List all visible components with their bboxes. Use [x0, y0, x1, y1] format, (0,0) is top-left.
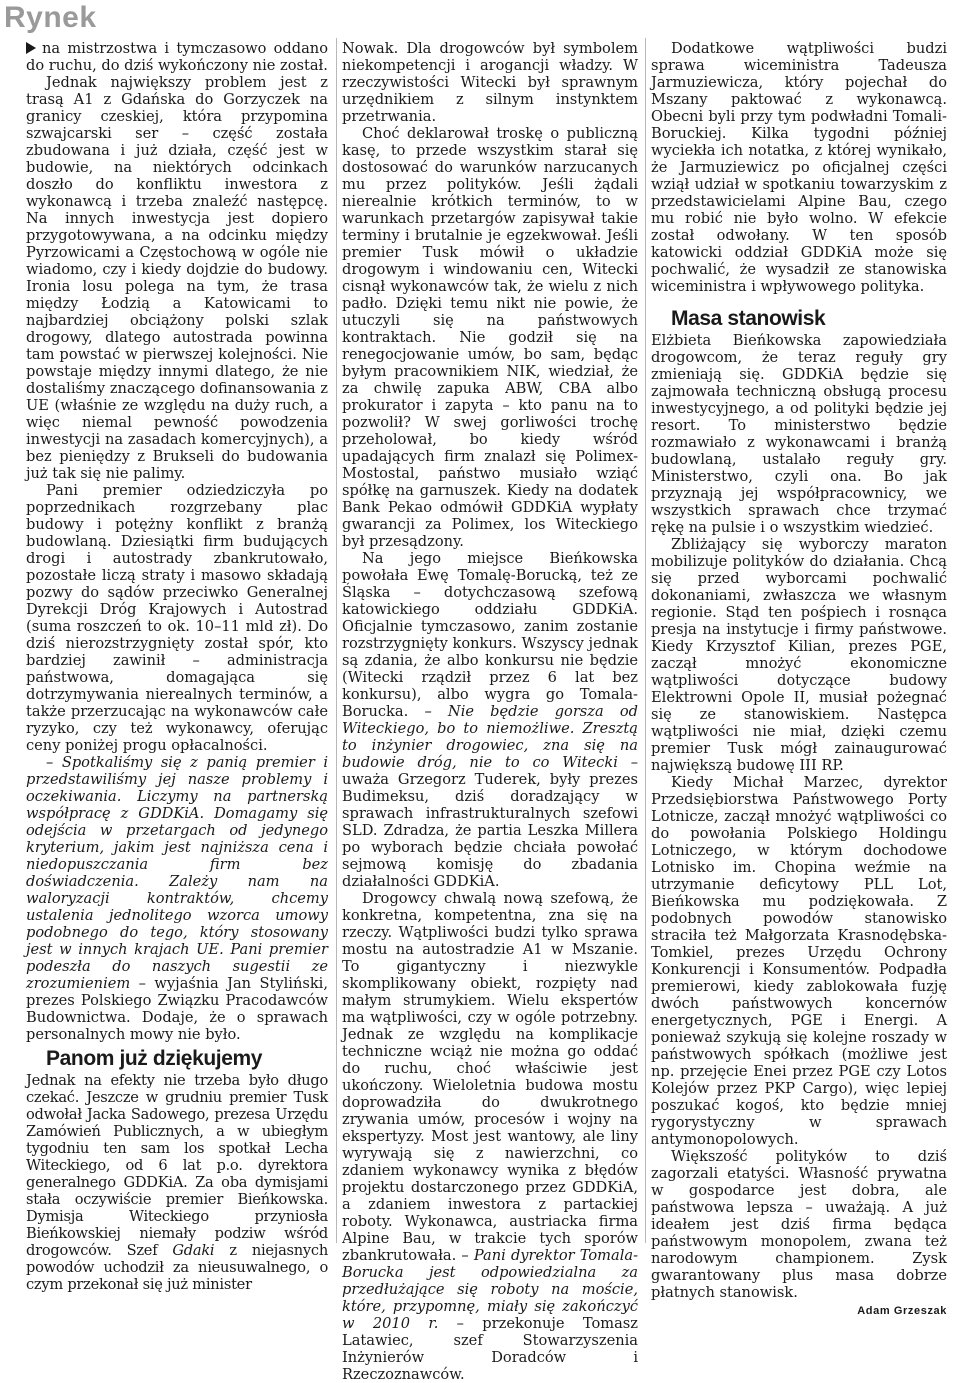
paragraph — [26, 1072, 328, 1293]
column-2 — [342, 40, 638, 1383]
section-label: Rynek — [4, 1, 97, 34]
paragraph: Elżbieta Bieńkowska zapowiedziała drogowcom, że teraz reguły gry zmieniają się. GDDKiA będzie się zajmowała techniczną obsługą procesu inwestycyjnego, a od polityki będzie jej resort. To ministerstwo będzie rozmawiało z wykonawcami i branżą budowlaną, ustalało reguły gry. Ministerstwo, czyli ona. Bo jak przyznają jej współpracownicy, we wszystkich sprawach chce trzymać rękę na pulsie i o wszystkim wiedzieć. — [651, 332, 947, 536]
column-1 — [26, 40, 328, 1293]
quote-text: – Pani dyrektor Tomala-Borucka jest odpowiedzialna za przedłużające się roboty na moście, które, przypomnę, miały się zakończyć w 2010 r. — [342, 1247, 638, 1332]
paragraph: Nowak. Dla drogowców był symbolem niekompetencji i arogancji władzy. W rzeczywistości Witecki był sprawnym urzędnikiem z silnym instynktem przetrwania. — [342, 40, 638, 125]
paragraph: Kiedy Michał Marzec, dyrektor Przedsiębiorstwa Państwowego Porty Lotnicze, zaczął mnożyć wątpliwości co do powołania Polskiego Holdingu Lotniczego, w którym dochodowe Lotnisko im. Chopina weźmie na utrzymanie deficytowy PLL Lot, Bieńkowska mu podziękowała. Z podobnych powodów stanowisko straciła też Małgorzata Krasnodębska-Tomkiel, prezes Urzędu Ochrony Konkurencji i Konsumentów. Podpadła premierowi, kiedy zablokowała fuzję dwóch państwowych koncernów energetycznych, PGE i Energi. A ponieważ szykują się kolejne roszady w państwowych spółkach (możliwe jest np. przejęcie Enei przez PGE czy Lotos Kolejów przez PKP Cargo), więc lepiej poszukać kogoś, kto będzie mniej rygorystyczny w sprawach antymonopolowych. — [651, 774, 947, 1148]
author-byline: Adam Grzeszak — [857, 1305, 947, 1317]
quote-text: – Nie będzie gorsza od Witeckiego, bo to niemożliwe. Zresztą to inżynier drogowiec, zna się na budowie dróg, nie to co Witecki — [342, 703, 638, 771]
quote-attribution: – przekonuje Tomasz Latawiec, szef Stowarzyszenia Inżynierów Doradców i Rzeczoznawców. — [342, 1315, 638, 1383]
paragraph-text: na mistrzostwa i tymczasowo oddano do ruchu, do dziś wykończony nie został. — [26, 40, 328, 74]
paragraph: Dodatkowe wątpliwości budzi sprawa wiceministra Tadeusza Jarmuziewicza, który pojechał do Mszany paktować z wykonawcą. Obecni byli przy tym podwładni Tomali-Boruckiej. Kilka tygodni później wyciekła ich notatka, z której wynikało, że Jarmuziewicz po oficjalnej części wziął udział w spotkaniu towarzyskim z przedstawicielami Alpine Bau, czego mu robić nie było wolno. W efekcie został odwołany. W ten sposób katowicki oddział GDDKiA może się pochwalić, że wysadził ze stanowiska wiceministra i wpływowego polityka. — [651, 40, 947, 295]
quote-text: – Spotkaliśmy się z panią premier i przedstawiliśmy jej nasze problemy i oczekiwania. Liczymy na partnerską współpracę z GDDKiA. Domagamy się odejścia w przetargach od jedynego kryterium, jakim jest najniższa cena i niedopuszczania firm bez doświadczenia. Zależy nam na waloryzacji kontraktów, chcemy ustalenia jednolitego wzorca umowy podobnego do tego, który stosowany jest w innych krajach UE. Pani premier podeszła do naszych sugestii ze zrozumieniem — [26, 754, 328, 992]
paragraph: Pani premier odziedziczyła po poprzednikach rozgrzebany plac budowy i potężny konflikt z branżą budowlaną. Dziesiątki firm budujących drogi i autostrady zbankrutowało, pozostałe liczą straty i masowo składają pozwy do sądów przeciwko Generalnej Dyrekcji Dróg Krajowych i Autostrad (suma roszczeń to ok. 10–11 mld zł). Do dziś nierozstrzygnięty został spór, kto bardziej zawinił – administracja państwowa, domagająca się dotrzymywania nierealnych terminów, a także przerzucając na wykonawców całe ryzyko, czy też wykonawcy, oferując ceny poniżej progu opłacalności. — [26, 482, 328, 754]
paragraph-text: Jednak na efekty nie trzeba było długo czekać. Jeszcze w grudniu premier Tusk odwołał Jacka Sadowego, prezesa Urzędu Zamówień Publicznych, a w ubiegłym tygodniu ten sam los spotkał Lecha Witeckiego, od 6 lat p.o. dyrektora generalnego GDDKiA. Za oba dymisjami stała oczywiście premier Bieńkowska. Dymisja Witeckiego przyniosła Bieńkowskiej niemały podziw wśród drogowców. Szef — [26, 1072, 328, 1259]
quote-attribution: – uważa Grzegorz Tuderek, były prezes Budimeksu, dziś doradzający w sprawach infrastrukturalnych szefowi SLD. Zdradza, że partia Leszka Millera po wyborach będzie chciała powołać sejmową komisję do zbadania działalności GDDKiA. — [342, 754, 638, 890]
paragraph: Zbliżający się wyborczy maraton mobilizuje polityków do działania. Chcą się przed wyborcami pochwalić dokonaniami, zwłaszcza we własnym regionie. Stąd ten pośpiech i rosnąca presja na instytucje i firmy państwowe. Kiedy Krzysztof Kilian, prezes PGE, zaczął mnożyć ekonomiczne wątpliwości dotyczące budowy Elektrowni Opole II, musiał pożegnać się ze stanowiskiem. Następca wątpliwości nie miał, dzięki czemu premier Tusk mógł zainaugurować największą budowę III RP. — [651, 536, 947, 774]
subheading: Masa stanowisk — [671, 307, 826, 330]
continuation-arrow-icon — [26, 42, 36, 54]
subheading: Panom już dziękujemy — [46, 1047, 263, 1070]
paragraph: Jednak największy problem jest z trasą A1 z Gdańska do Gorzyczek na granicy czeskiej, która przypomina szwajcarski ser – część została zbudowana i już działa, część jest w budowie, na niektórych odcinkach doszło do konfliktu inwestora z wykonawcą i trzeba znaleźć następcę. Na innych inwestycja jest dopiero przygotowywana, a na odcinku między Pyrzowicami a Częstochową w ogóle nie wiadomo, czy i kiedy dojdzie do budowy. Ironia losu polega na tym, że trasa między Łodzią a Katowicami to najbardziej obciążony polski szlak drogowy, dlatego autostrada powinna tam powstać w pierwszej kolejności. Nie powstaje między innymi dlatego, że nie dostaliśmy znaczącego dofinansowania z UE (właśnie ze względu na duży ruch, a więc niemal pewność powodzenia inwestycji na zasadach komercyjnych), a bez pieniędzy z Brukseli do budowania już tak się nie palimy. — [26, 74, 328, 482]
column-divider — [336, 38, 337, 1243]
paragraph: Większość polityków to dziś zagorzali etatyści. Własność prywatna w gospodarce jest dobra, ale państwowa lepsza – uważają. A już ideałem jest dziś firma będąca państwowym monopolem, zwana też narodowym championem. Zysk gwarantowany plus masa dobrze płatnych stanowisk. — [651, 1148, 947, 1301]
paragraph — [342, 890, 638, 1383]
paragraph — [342, 550, 638, 890]
paragraph — [26, 40, 328, 74]
quote-paragraph — [26, 754, 328, 1043]
column-divider — [645, 38, 646, 1243]
column-3 — [651, 40, 947, 1317]
paragraph-text: Na jego miejsce Bieńkowska powołała Ewę Tomalę-Borucką, też ze Śląska – dotychczasową szefową katowickiego oddziału GDDKiA. Oficjalnie tymczasowo, zanim zostanie rozstrzygnięty konkurs. Wszyscy jednak są zdania, że albo konkursu nie będzie (Witecki rządził przez 6 lat bez konkursu), albo wygra go Tomala-Borucka. — [342, 550, 638, 720]
paragraph-text: Drogowcy chwalą nową szefową, że konkretna, kompetentna, zna się na rzeczy. Wątpliwości budzi tylko sprawa mostu na autostradzie A1 w Mszanie. To gigantyczny i niezwykle skomplikowany obiekt, rozpięty nad małym strumykiem. Wielu ekspertów ma wątpliwości, czy w ogóle potrzebny. Jednak ze względu na komplikacje techniczne wciąż nie można go oddać do ruchu, choć właściwie jest ukończony. Wieloletnia budowa mostu doprowadziła do dwukrotnego zrywania umów, procesów i wojny na ekspertyzy. Most jest wantowy, ale liny wyrywają się z nawierzchni, co zdaniem wykonawcy wynika z błędów projektu dostarczonego przez GDDKiA, a zdaniem inwestora z partackiej roboty. Wykonawca, austriacka firma Alpine Bau, w trakcie tych sporów zbankrutowała. — [342, 890, 638, 1264]
paragraph-italic: Gdaki — [172, 1242, 215, 1259]
paragraph-text: z niejasnych powodów uchodził za nieusuwalnego, o czym przekonał się już minister — [26, 1242, 328, 1293]
quote-attribution: – wyjaśnia Jan Styliński, prezes Polskiego Związku Pracodawców Budownictwa. Dodaje, że o sprawach personalnych mowy nie było. — [26, 975, 328, 1043]
paragraph: Choć deklarował troskę o publiczną kasę, to przede wszystkim starał się dostosować do warunków narzucanych mu przez polityków. Jeśli żądali nierealnie krótkich terminów, to w warunkach przetargów zapisywał takie terminy i brutalnie je egzekwował. Jeśli premier Tusk mówił o układzie drogowym i windowaniu cen, Witecki cisnął wykonawców tak, że wielu z nich padło. Dzięki temu nikt nie powie, że utuczyli się na państwowych kontraktach. Nie godził się na renegocjowanie umów, bo sam, będąc byłym pracownikiem NIK, wiedział, że za chwilę zapuka ABW, CBA albo prokurator i zapyta – kto panu na to pozwolił? W swej gorliwości trochę przeholował, bo kiedy wśród upadających firm znalazł się Polimex-Mostostal, państwo musiało wziąć spółkę na garnuszek. Kiedy na dodatek Bank Pekao odmówił GDDKiA wypłaty gwarancji za Polimex, los Witeckiego był przesądzony. — [342, 125, 638, 550]
